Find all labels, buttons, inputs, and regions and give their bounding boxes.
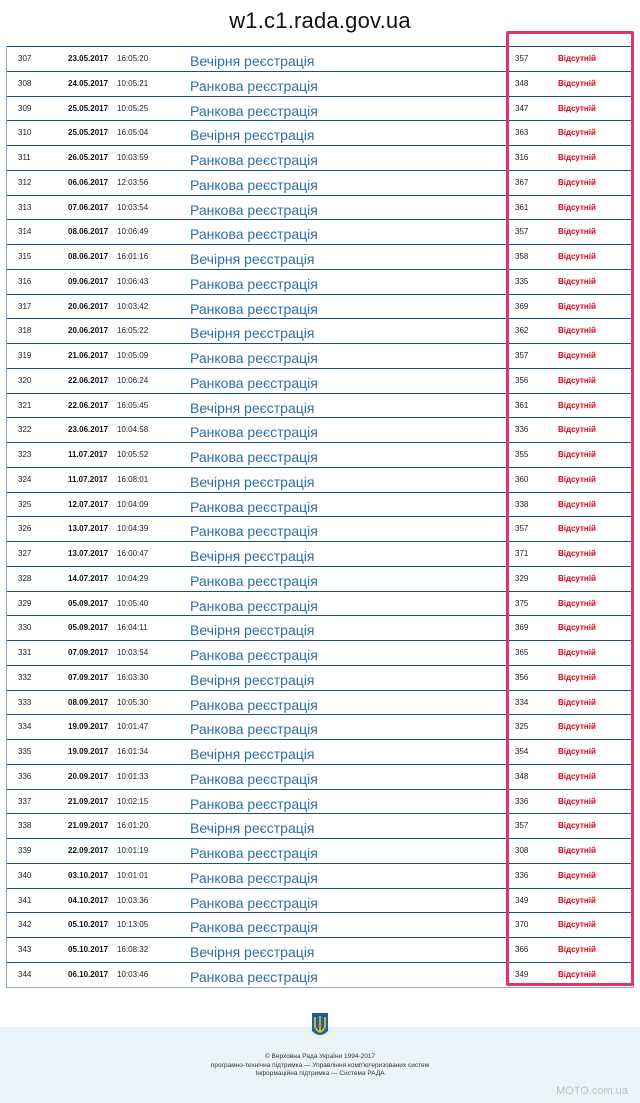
table-row [7,591,633,616]
footer-support: програмно-технічна підтримка — Управління комп'ютеризованих систем [210,1061,430,1069]
row-date: 14.07.2017 [68,573,109,583]
status-badge: Відсутній [558,375,596,385]
registration-type-link[interactable]: Ранкова реєстрація [190,176,318,193]
status-badge: Відсутній [558,945,596,954]
registration-type-link[interactable]: Ранкова реєстрація [190,597,318,614]
row-date: 20.06.2017 [68,301,109,311]
row-number: 328 [18,573,32,583]
row-time: 10:03:46 [117,969,149,979]
row-date: 05.10.2017 [68,920,109,930]
table-row [7,863,633,888]
row-date: 22.06.2017 [68,400,109,410]
table-row [7,789,633,814]
table-row [7,244,633,269]
registration-type-link[interactable]: Вечірня реєстрація [190,820,315,837]
registration-table [6,46,634,988]
row-time: 16:01:34 [117,747,149,756]
table-row [7,912,633,937]
registration-type-link[interactable]: Ранкова реєстрація [190,919,318,936]
row-time: 10:05:52 [117,450,149,459]
row-time: 16:00:47 [117,549,149,558]
row-time: 16:05:45 [117,400,149,410]
row-date: 07.09.2017 [68,672,109,682]
row-date: 13.07.2017 [68,524,109,534]
table-row [7,195,633,220]
status-badge: Відсутній [558,672,596,682]
row-number: 336 [18,771,32,781]
row-number: 343 [18,945,32,954]
registration-type-link[interactable]: Ранкова реєстрація [190,275,318,292]
registered-count: 336 [515,870,529,880]
table-row [7,46,633,71]
row-date: 08.06.2017 [68,227,109,237]
row-number: 342 [18,920,32,930]
registration-type-link[interactable]: Ранкова реєстрація [190,350,318,366]
registration-type-link[interactable]: Ранкова реєстрація [190,845,318,861]
row-date: 06.10.2017 [68,969,109,979]
status-badge: Відсутній [558,796,596,806]
row-number: 320 [18,375,32,385]
row-time: 12:03:56 [117,177,149,187]
row-number: 310 [18,128,32,138]
table-row [7,813,633,838]
status-badge: Відсутній [558,969,596,979]
registered-count: 356 [515,672,529,682]
registration-type-link[interactable]: Вечірня реєстрація [190,671,315,688]
registered-count: 338 [515,499,529,509]
status-badge: Відсутній [558,103,596,113]
registered-count: 369 [515,301,529,311]
row-date: 08.09.2017 [68,697,109,707]
row-time: 16:08:01 [117,474,149,484]
registered-count: 362 [515,326,529,336]
registration-type-link[interactable]: Вечірня реєстрація [190,548,315,564]
row-time: 16:08:32 [117,945,149,954]
row-number: 318 [18,326,32,336]
row-time: 10:06:43 [117,276,149,286]
table-row [7,170,633,195]
row-time: 10:05:09 [117,351,149,360]
row-number: 339 [18,846,32,855]
row-time: 10:01:47 [117,722,149,732]
row-time: 10:05:21 [117,78,149,88]
status-badge: Відсутній [558,252,596,261]
row-number: 319 [18,351,32,360]
table-row [7,343,633,368]
row-date: 06.06.2017 [68,177,109,187]
table-row [7,71,633,96]
registration-type-link[interactable]: Вечірня реєстрація [190,325,315,342]
registered-count: 370 [515,920,529,930]
watermark: MOTO.com.ua [556,1085,628,1097]
registered-count: 334 [515,697,529,707]
registered-count: 365 [515,648,529,657]
row-number: 315 [18,252,32,261]
row-number: 331 [18,648,32,657]
status-badge: Відсутній [558,549,596,558]
registration-type-link[interactable]: Вечірня реєстрація [190,944,315,960]
registered-count: 367 [515,177,529,187]
status-badge: Відсутній [558,722,596,732]
row-date: 22.06.2017 [68,375,109,385]
row-date: 25.05.2017 [68,103,109,113]
table-row [7,962,633,987]
row-date: 21.09.2017 [68,821,109,831]
registered-count: 357 [515,227,529,237]
table-row [7,690,633,715]
registration-type-link[interactable]: Ранкова реєстрація [190,77,318,94]
registered-count: 348 [515,771,529,781]
status-badge: Відсутній [558,598,596,608]
row-number: 308 [18,78,32,88]
registration-type-link[interactable]: Ранкова реєстрація [190,300,318,317]
registered-count: 357 [515,524,529,534]
table-row [7,764,633,789]
row-date: 07.09.2017 [68,648,109,657]
registered-count: 335 [515,276,529,286]
table-row [7,269,633,294]
row-time: 10:04:58 [117,425,149,435]
row-time: 10:13:05 [117,920,149,930]
row-time: 16:03:30 [117,672,149,682]
status-badge: Відсутній [558,573,596,583]
row-number: 330 [18,623,32,633]
row-number: 313 [18,202,32,212]
registered-count: 371 [515,549,529,558]
row-date: 19.09.2017 [68,722,109,732]
row-date: 20.06.2017 [68,326,109,336]
registration-type-link[interactable]: Ранкова реєстрація [190,523,318,540]
status-badge: Відсутній [558,895,596,905]
row-number: 334 [18,722,32,732]
registration-type-link[interactable]: Ранкова реєстрація [190,894,318,911]
status-badge: Відсутній [558,351,596,360]
row-date: 25.05.2017 [68,128,109,138]
row-date: 21.09.2017 [68,796,109,806]
trident-icon [310,1011,330,1039]
table-row [7,541,633,566]
row-number: 337 [18,796,32,806]
registration-type-link[interactable]: Ранкова реєстрація [190,869,318,886]
page-footer [0,1027,640,1103]
status-badge: Відсутній [558,747,596,756]
registered-count: 356 [515,375,529,385]
row-time: 10:02:15 [117,796,149,806]
table-row [7,492,633,517]
row-date: 13.07.2017 [68,549,109,558]
row-time: 10:03:54 [117,202,149,212]
registration-type-link[interactable]: Ранкова реєстрація [190,696,318,713]
row-date: 09.06.2017 [68,276,109,286]
status-badge: Відсутній [558,153,596,162]
registered-count: 355 [515,450,529,459]
footer-info: Інформаційна підтримка — Система РАДА [255,1070,385,1077]
row-date: 03.10.2017 [68,870,109,880]
row-number: 324 [18,474,32,484]
registration-type-link[interactable]: Ранкова реєстрація [190,572,318,589]
registered-count: 360 [515,474,529,484]
row-date: 12.07.2017 [68,499,109,509]
registered-count: 349 [515,895,529,905]
row-number: 340 [18,870,32,880]
status-badge: Відсутній [558,499,596,509]
row-number: 309 [18,103,32,113]
table-row [7,318,633,343]
row-time: 10:04:09 [117,499,149,509]
table-row [7,714,633,739]
row-number: 323 [18,450,32,459]
row-time: 10:06:24 [117,375,149,385]
row-number: 316 [18,276,32,286]
row-number: 326 [18,524,32,534]
registration-type-link[interactable]: Ранкова реєстрація [190,795,318,812]
row-date: 24.05.2017 [68,78,109,88]
row-time: 10:05:40 [117,598,149,608]
registration-type-link[interactable]: Ранкова реєстрація [190,152,318,168]
row-number: 325 [18,499,32,509]
registered-count: 363 [515,128,529,138]
status-badge: Відсутній [558,870,596,880]
status-badge: Відсутній [558,128,596,138]
registration-type-link[interactable]: Вечірня реєстрація [190,399,315,416]
status-badge: Відсутній [558,450,596,459]
row-time: 16:01:20 [117,821,149,831]
registered-count: 366 [515,945,529,954]
row-date: 05.10.2017 [68,945,109,954]
registered-count: 349 [515,969,529,979]
row-date: 07.06.2017 [68,202,109,212]
registered-count: 308 [515,846,529,855]
row-number: 335 [18,747,32,756]
table-row [7,615,633,640]
row-time: 16:05:04 [117,128,149,138]
row-number: 322 [18,425,32,435]
table-row [7,516,633,541]
footer-copyright: © Верховна Рада України 1994-2017 [264,1053,376,1060]
row-number: 314 [18,227,32,237]
table-row [7,937,633,962]
status-badge: Відсутній [558,425,596,435]
row-number: 341 [18,895,32,905]
table-row [7,739,633,764]
registered-count: 375 [515,598,529,608]
row-date: 22.09.2017 [68,846,109,855]
status-badge: Відсутній [558,474,596,484]
table-row [7,120,633,145]
table-row [7,888,633,913]
registration-type-link[interactable]: Вечірня реєстрація [190,473,315,490]
row-time: 10:04:39 [117,524,149,534]
status-badge: Відсутній [558,326,596,336]
registration-type-link[interactable]: Вечірня реєстрація [190,622,315,639]
registration-type-link[interactable]: Ранкова реєстрація [190,498,318,515]
row-date: 11.07.2017 [68,450,108,459]
row-date: 19.09.2017 [68,747,109,756]
registration-type-link[interactable]: Ранкова реєстрація [190,374,318,391]
row-time: 10:03:54 [117,648,149,657]
row-time: 10:04:29 [117,573,149,583]
status-badge: Відсутній [558,920,596,930]
row-date: 11.07.2017 [68,474,108,484]
row-date: 20.09.2017 [68,771,109,781]
table-row [7,219,633,244]
row-number: 333 [18,697,32,707]
status-badge: Відсутній [558,54,596,63]
row-number: 321 [18,400,32,410]
status-badge: Відсутній [558,177,596,187]
registered-count: 369 [515,623,529,633]
registration-type-link[interactable]: Ранкова реєстрація [190,226,318,243]
row-date: 05.09.2017 [68,623,109,633]
status-badge: Відсутній [558,301,596,311]
status-badge: Відсутній [558,648,596,657]
row-number: 338 [18,821,32,831]
row-time: 10:05:25 [117,103,149,113]
table-row [7,96,633,121]
row-date: 04.10.2017 [68,895,109,905]
table-row [7,566,633,591]
status-badge: Відсутній [558,846,596,855]
table-row [7,640,633,665]
table-row [7,145,633,170]
registered-count: 361 [515,400,529,410]
registered-count: 357 [515,351,529,360]
registered-count: 357 [515,821,529,831]
row-number: 344 [18,969,32,979]
registered-count: 336 [515,425,529,435]
status-badge: Відсутній [558,623,596,633]
row-time: 10:01:33 [117,771,149,781]
table-row [7,665,633,690]
row-date: 26.05.2017 [68,153,109,162]
row-time: 10:03:59 [117,153,149,162]
row-date: 08.06.2017 [68,252,109,261]
table-row [7,467,633,492]
row-number: 329 [18,598,32,608]
registered-count: 329 [515,573,529,583]
page-header [0,0,640,46]
status-badge: Відсутній [558,697,596,707]
registered-count: 358 [515,252,529,261]
registration-type-link[interactable]: Вечірня реєстрація [190,746,315,762]
row-time: 16:04:11 [117,623,148,633]
table-row [7,417,633,442]
registered-count: 357 [515,54,529,63]
row-date: 23.05.2017 [68,54,109,63]
row-date: 05.09.2017 [68,598,109,608]
row-time: 10:05:30 [117,697,149,707]
registration-type-link[interactable]: Вечірня реєстрація [190,127,315,144]
status-badge: Відсутній [558,276,596,286]
status-badge: Відсутній [558,78,596,88]
row-time: 10:03:42 [117,301,149,311]
row-number: 327 [18,549,32,558]
status-badge: Відсутній [558,821,596,831]
table-row [7,442,633,467]
status-badge: Відсутній [558,227,596,237]
registration-type-link[interactable]: Ранкова реєстрація [190,647,318,663]
registered-count: 347 [515,103,529,113]
row-time: 16:01:16 [117,252,149,261]
row-number: 307 [18,54,32,63]
row-number: 332 [18,672,32,682]
table-row [7,393,633,418]
row-time: 16:05:22 [117,326,149,336]
row-time: 10:01:19 [117,846,149,855]
registration-type-link[interactable]: Ранкова реєстрація [190,968,318,985]
status-badge: Відсутній [558,400,596,410]
row-date: 23.06.2017 [68,425,109,435]
row-time: 16:05:20 [117,54,149,63]
status-badge: Відсутній [558,771,596,781]
table-row [7,368,633,393]
row-time: 10:01:01 [117,870,149,880]
registration-type-link[interactable]: Ранкова реєстрація [190,449,318,465]
registration-type-link[interactable]: Вечірня реєстрація [190,251,315,267]
registration-type-link[interactable]: Ранкова реєстрація [190,721,318,738]
row-time: 10:03:36 [117,895,149,905]
registration-type-link[interactable]: Ранкова реєстрація [190,102,318,119]
status-badge: Відсутній [558,202,596,212]
registration-type-link[interactable]: Вечірня реєстрація [190,53,315,69]
registered-count: 316 [515,153,529,162]
registered-count: 325 [515,722,529,732]
footer-text [0,1053,640,1079]
registered-count: 336 [515,796,529,806]
registration-type-link[interactable]: Ранкова реєстрація [190,201,318,218]
registration-type-link[interactable]: Ранкова реєстрація [190,424,318,441]
registered-count: 361 [515,202,529,212]
row-number: 317 [18,301,32,311]
url-domain: w1.c1.rada.gov.ua [229,8,411,33]
table-row [7,294,633,319]
row-number: 311 [18,153,31,162]
row-date: 21.06.2017 [68,351,109,360]
registered-count: 354 [515,747,529,756]
registration-type-link[interactable]: Ранкова реєстрація [190,770,318,787]
registered-count: 348 [515,78,529,88]
row-number: 312 [18,177,32,187]
table-row [7,838,633,863]
status-badge: Відсутній [558,524,596,534]
row-time: 10:06:49 [117,227,149,237]
